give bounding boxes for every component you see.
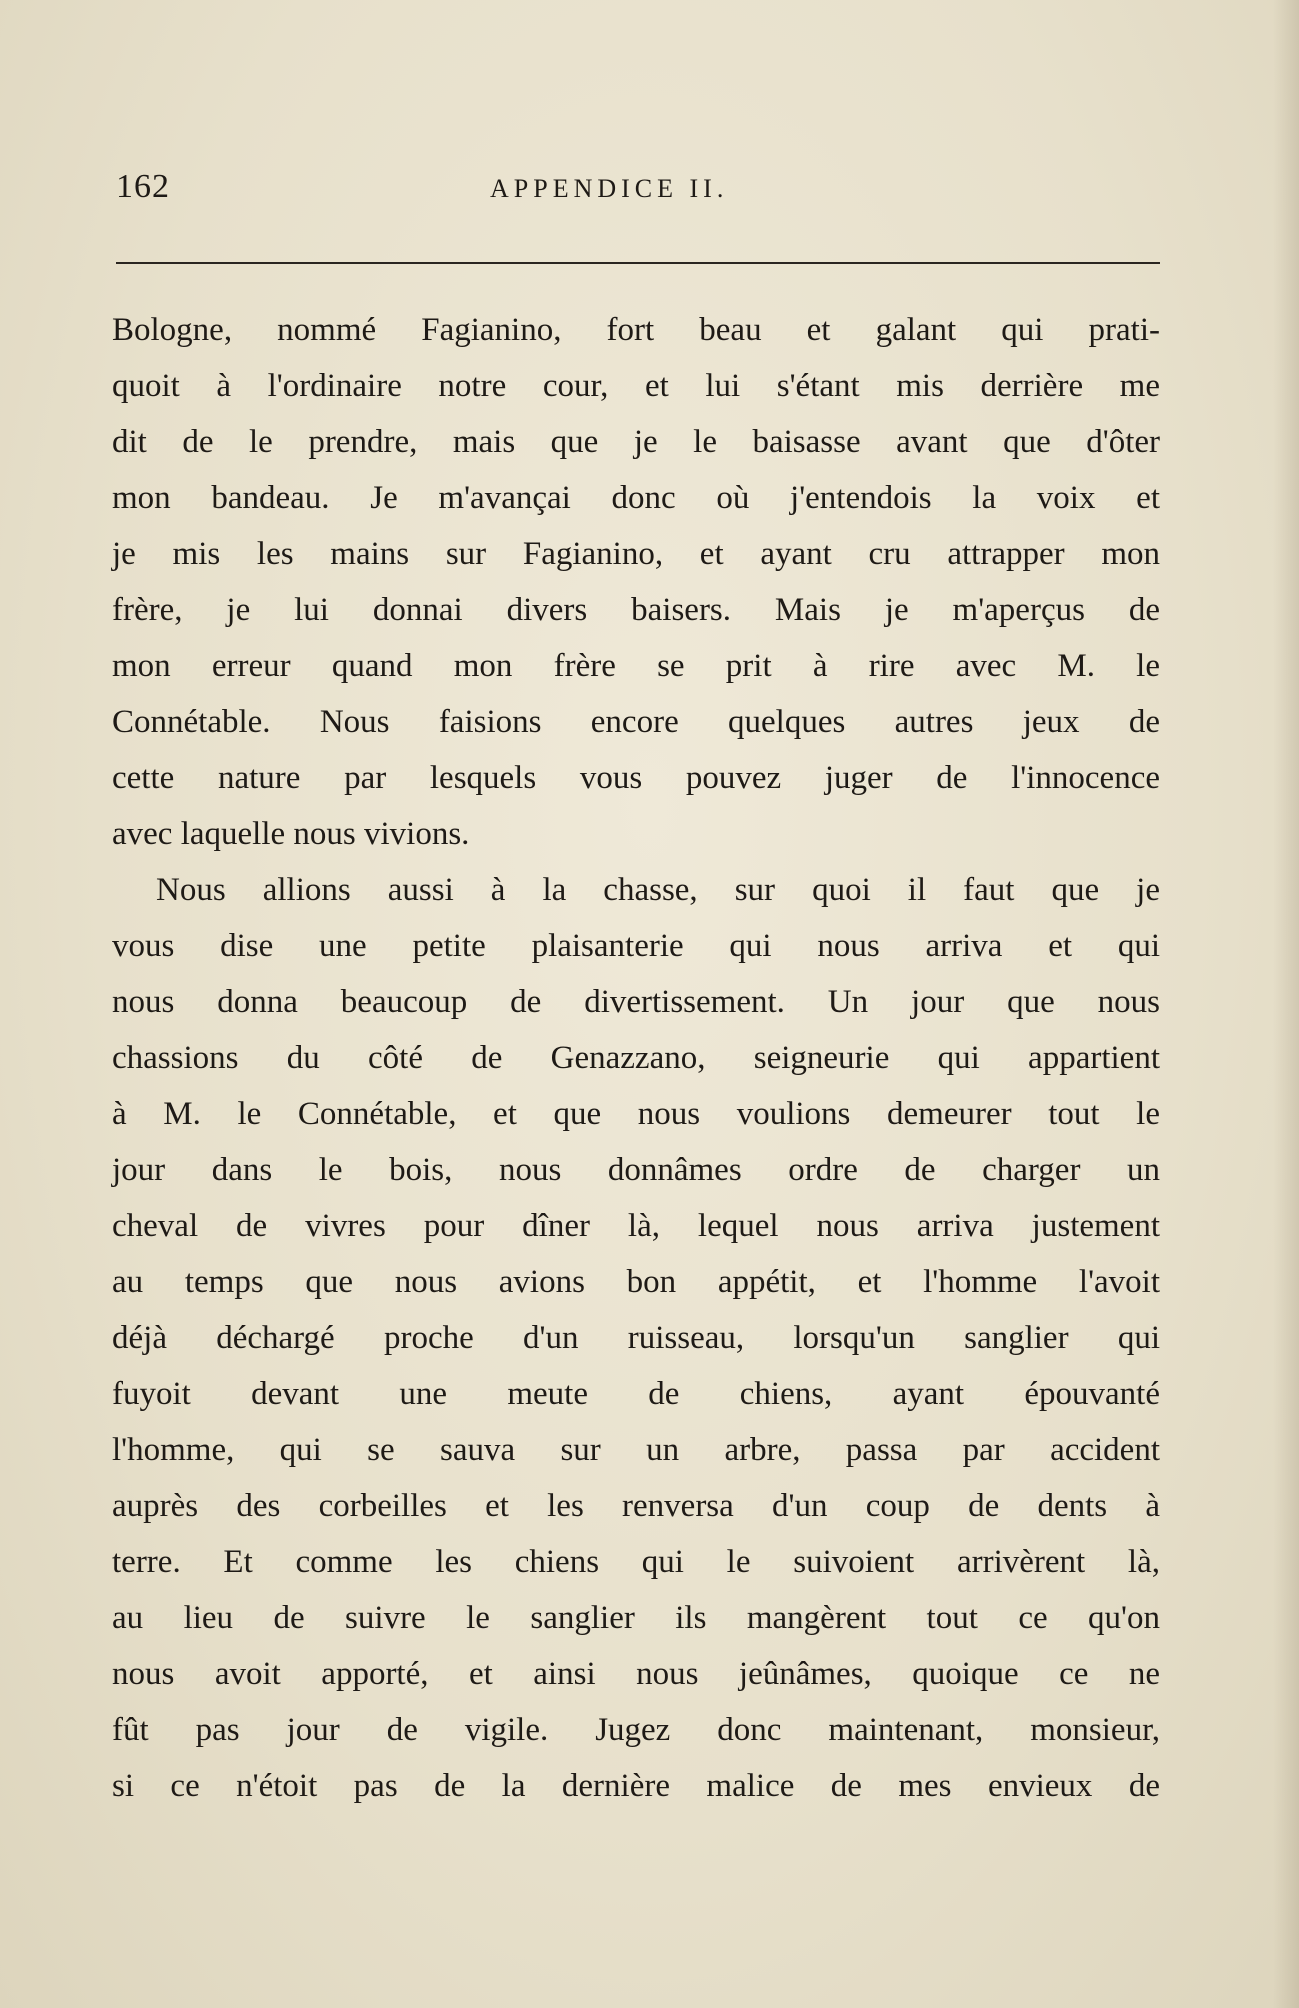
page-header — [116, 168, 1160, 228]
text-line: déjà déchargé proche d'un ruisseau, lorsqu'un sanglier qui — [112, 1320, 1160, 1356]
text-line: fût pas jour de vigile. Jugez donc maintenant, monsieur, — [112, 1712, 1160, 1748]
text-line: fuyoit devant une meute de chiens, ayant épouvanté — [112, 1376, 1160, 1412]
text-line: au temps que nous avions bon appétit, et l'homme l'avoit — [112, 1264, 1160, 1300]
text-line: mon bandeau. Je m'avançai donc où j'entendois la voix et — [112, 480, 1160, 516]
text-line: Connétable. Nous faisions encore quelques autres jeux de — [112, 704, 1160, 740]
text-line: cheval de vivres pour dîner là, lequel nous arriva justement — [112, 1208, 1160, 1244]
text-line: cette nature par lesquels vous pouvez juger de l'innocence — [112, 760, 1160, 796]
text-line: dit de le prendre, mais que je le baisasse avant que d'ôter — [112, 424, 1160, 460]
text-line: je mis les mains sur Fagianino, et ayant cru attrapper mon — [112, 536, 1160, 572]
page-number: 162 — [116, 168, 170, 205]
running-title: APPENDICE II. — [490, 174, 729, 203]
text-line: nous donna beaucoup de divertissement. Un jour que nous — [112, 984, 1160, 1020]
text-line: à M. le Connétable, et que nous voulions demeurer tout le — [112, 1096, 1160, 1132]
paragraph-start-line: Nous allions aussi à la chasse, sur quoi il faut que je — [156, 872, 1160, 908]
text-line: jour dans le bois, nous donnâmes ordre de charger un — [112, 1152, 1160, 1188]
text-line: mon erreur quand mon frère se prit à rire avec M. le — [112, 648, 1160, 684]
text-line: l'homme, qui se sauva sur un arbre, passa par accident — [112, 1432, 1160, 1468]
text-line: avec laquelle nous vivions. — [112, 816, 470, 852]
page-edge-shadow — [1273, 0, 1299, 2008]
text-line: quoit à l'ordinaire notre cour, et lui s'étant mis derrière me — [112, 368, 1160, 404]
text-line: nous avoit apporté, et ainsi nous jeûnâmes, quoique ce ne — [112, 1656, 1160, 1692]
text-line: Bologne, nommé Fagianino, fort beau et galant qui prati- — [112, 312, 1160, 348]
text-line: chassions du côté de Genazzano, seigneurie qui appartient — [112, 1040, 1160, 1076]
text-line: vous dise une petite plaisanterie qui nous arriva et qui — [112, 928, 1160, 964]
text-line: auprès des corbeilles et les renversa d'un coup de dents à — [112, 1488, 1160, 1524]
text-line: terre. Et comme les chiens qui le suivoient arrivèrent là, — [112, 1544, 1160, 1580]
body-text — [112, 302, 1160, 1814]
header-rule — [116, 262, 1160, 264]
text-line: au lieu de suivre le sanglier ils mangèrent tout ce qu'on — [112, 1600, 1160, 1636]
text-line: frère, je lui donnai divers baisers. Mais je m'aperçus de — [112, 592, 1160, 628]
text-line: si ce n'étoit pas de la dernière malice de mes envieux de — [112, 1768, 1160, 1804]
